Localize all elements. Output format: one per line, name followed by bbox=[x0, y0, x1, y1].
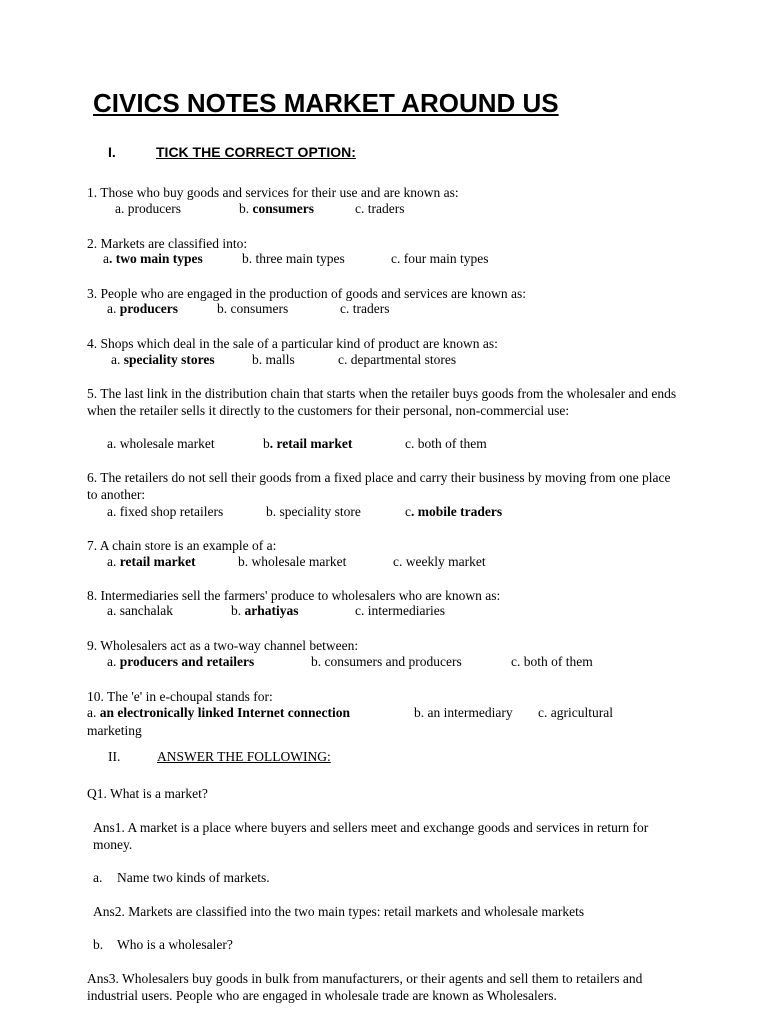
question-text: 5. The last link in the distribution chain that starts when the retailer buys goods from the wholesaler and ends when the retailer sells it directly to the customers for their personal, non-commercial use: bbox=[87, 386, 677, 418]
question-text: 2. Markets are classified into: bbox=[87, 236, 248, 251]
option-b: b. consumers bbox=[239, 201, 314, 216]
option-a: a. speciality stores bbox=[111, 352, 215, 367]
option-c: c. intermediaries bbox=[355, 603, 445, 618]
page-title: CIVICS NOTES MARKET AROUND US bbox=[93, 88, 559, 118]
question-text: 7. A chain store is an example of a: bbox=[87, 538, 277, 553]
section-1-label: TICK THE CORRECT OPTION: bbox=[156, 144, 356, 160]
answer-2: Ans2. Markets are classified into the two main types: retail markets and wholesale markets bbox=[93, 904, 585, 919]
question-7 bbox=[87, 537, 687, 554]
question-b-number: b. bbox=[93, 937, 104, 952]
option-c: c. four main types bbox=[391, 251, 489, 266]
question-text: 6. The retailers do not sell their goods from a fixed place and carry their business by moving from one place to another: bbox=[87, 470, 671, 502]
option-b: b. malls bbox=[252, 352, 295, 367]
option-b: b. retail market bbox=[263, 436, 353, 451]
question-a: Name two kinds of markets. bbox=[117, 870, 270, 885]
question-a-number: a. bbox=[93, 870, 103, 885]
option-c: c. both of them bbox=[405, 436, 487, 451]
option-c: c. departmental stores bbox=[338, 352, 457, 367]
answer-3: Ans3. Wholesalers buy goods in bulk from manufacturers, or their agents and sell them to retailers and industrial users. People who are engaged in wholesale trade are known as Wholesalers. bbox=[87, 971, 643, 1003]
question-1 bbox=[87, 184, 687, 201]
option-a: a. producers bbox=[115, 201, 181, 216]
option-a: a. wholesale market bbox=[107, 436, 215, 451]
question-text: 8. Intermediaries sell the farmers' produce to wholesalers who are known as: bbox=[87, 588, 501, 603]
question-10 bbox=[87, 688, 687, 705]
option-a: a. retail market bbox=[107, 554, 196, 569]
option-c: c. traders bbox=[355, 201, 405, 216]
question-text: 3. People who are engaged in the production of goods and services are known as: bbox=[87, 286, 527, 301]
option-b: b. an intermediary bbox=[414, 705, 513, 720]
option-c: c. weekly market bbox=[393, 554, 486, 569]
option-a: a. producers bbox=[107, 301, 179, 316]
option-a: a. sanchalak bbox=[107, 603, 173, 618]
option-c-continuation: marketing bbox=[87, 723, 142, 738]
option-c: c. traders bbox=[340, 301, 390, 316]
section-1-number: I. bbox=[108, 144, 116, 160]
question-5 bbox=[87, 385, 679, 419]
option-c: c. agricultural bbox=[538, 705, 613, 720]
option-b: b. speciality store bbox=[266, 504, 361, 519]
section-2-label: ANSWER THE FOLLOWING: bbox=[157, 749, 331, 764]
option-a: a. two main types bbox=[103, 251, 203, 266]
question-text: 4. Shops which deal in the sale of a particular kind of product are known as: bbox=[87, 336, 498, 351]
question-9 bbox=[87, 637, 687, 654]
question-text: 9. Wholesalers act as a two-way channel between: bbox=[87, 638, 359, 653]
option-a: a. an electronically linked Internet connection bbox=[87, 705, 350, 720]
option-b: b. wholesale market bbox=[238, 554, 347, 569]
question-text: 10. The 'e' in e-choupal stands for: bbox=[87, 689, 273, 704]
option-b: b. consumers and producers bbox=[311, 654, 462, 669]
question-8 bbox=[87, 587, 687, 604]
option-c: c. mobile traders bbox=[405, 504, 503, 519]
option-b: b. arhatiyas bbox=[231, 603, 299, 618]
question-6 bbox=[87, 469, 679, 503]
question-b: Who is a wholesaler? bbox=[117, 937, 233, 952]
option-b: b. consumers bbox=[217, 301, 289, 316]
answer-1: Ans1. A market is a place where buyers and sellers meet and exchange goods and services in return for money. bbox=[93, 820, 649, 852]
question-2 bbox=[87, 235, 687, 252]
section-2-number: II. bbox=[108, 749, 121, 764]
question-text: 1. Those who buy goods and services for their use and are known as: bbox=[87, 185, 459, 200]
question-q1: Q1. What is a market? bbox=[87, 786, 208, 801]
question-3 bbox=[87, 285, 687, 302]
option-a: a. fixed shop retailers bbox=[107, 504, 224, 519]
option-a: a. producers and retailers bbox=[107, 654, 255, 669]
question-4 bbox=[87, 335, 687, 352]
option-c: c. both of them bbox=[511, 654, 593, 669]
option-b: b. three main types bbox=[242, 251, 345, 266]
